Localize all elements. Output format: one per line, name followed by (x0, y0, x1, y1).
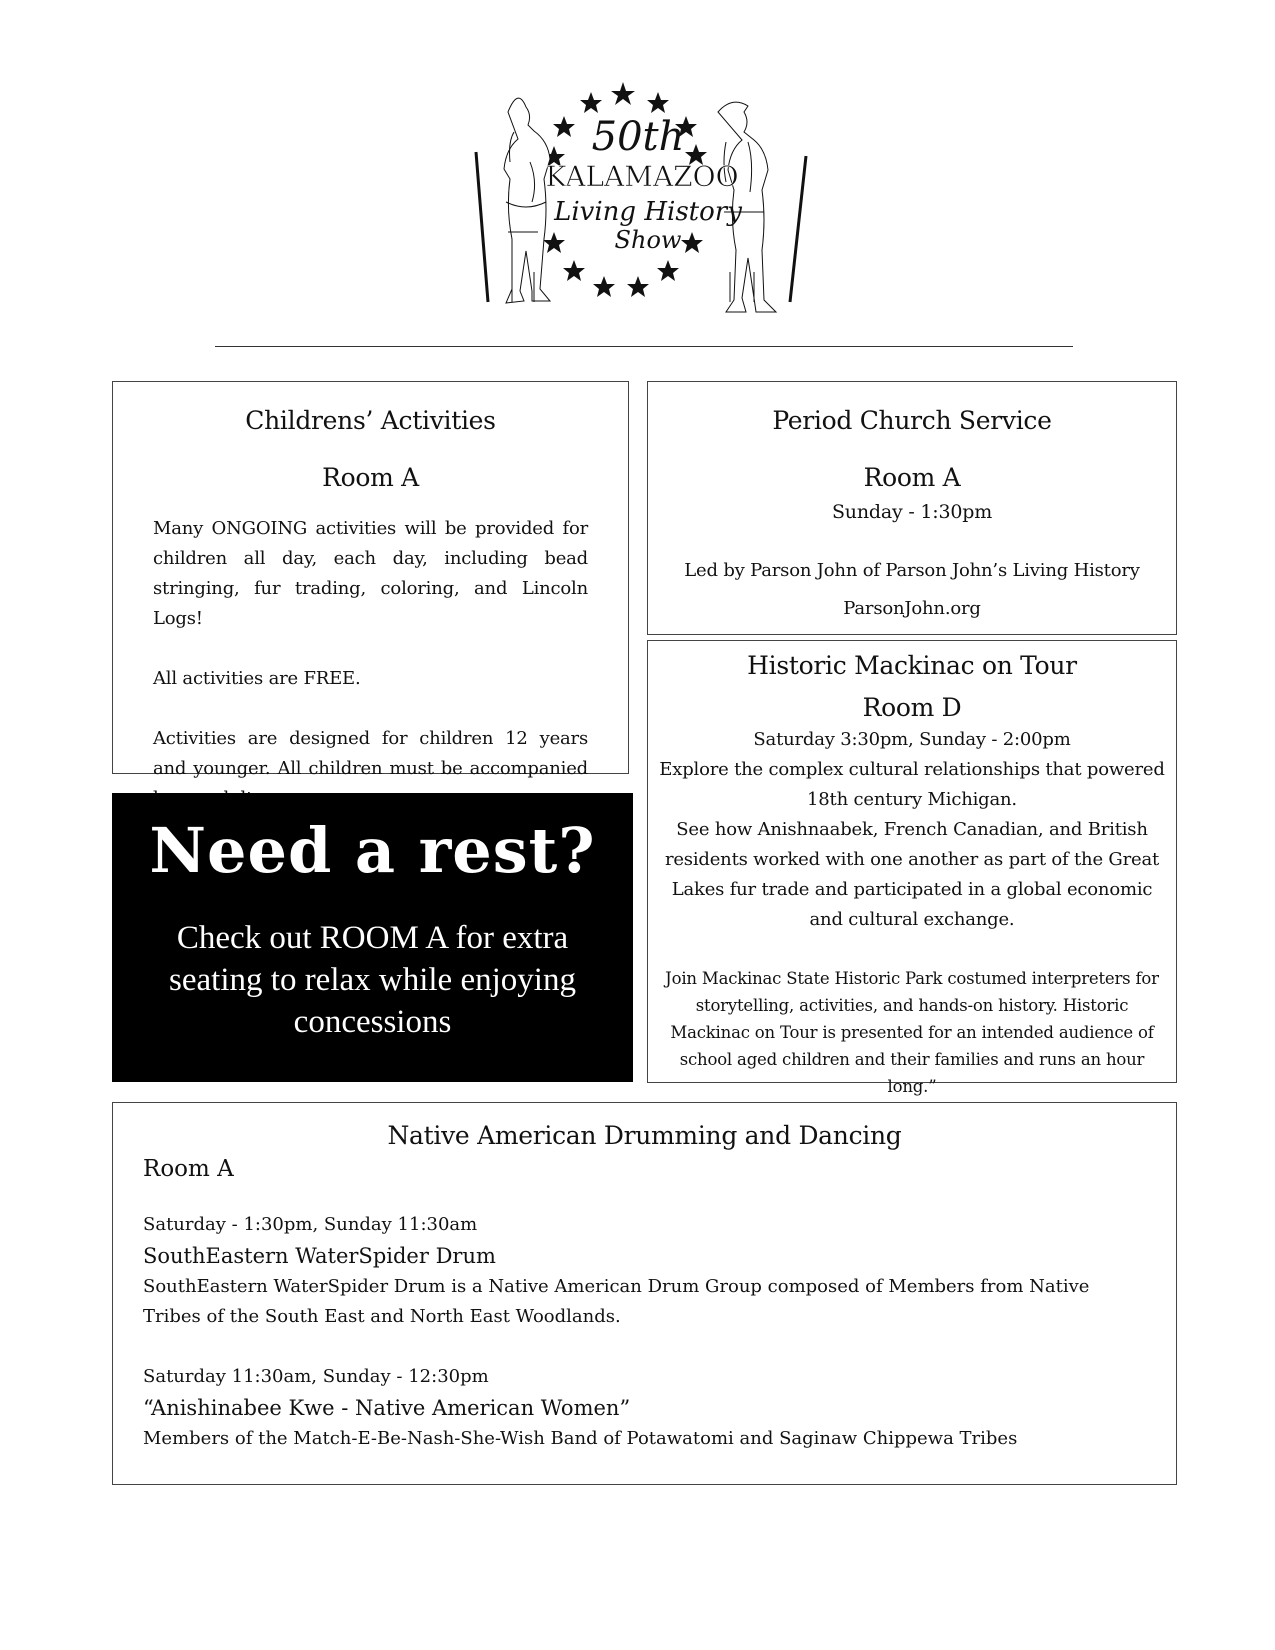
act-name: “Anishinabee Kwe - Native American Women” (143, 1396, 631, 1420)
mackinac-title: Historic Mackinac on Tour (747, 651, 1077, 680)
drumming-room: Room A (143, 1156, 234, 1182)
mackinac-description: Explore the complex cultural relationships that powered (659, 759, 1165, 780)
childrens-paragraph: Many ONGOING activities will be provided for children all day, each day, including bead stringing, fur trading, coloring, and Lincoln Logs! (153, 518, 588, 629)
rest-callout (112, 793, 633, 1082)
childrens-activities-panel (112, 381, 629, 779)
act-description: Members of the Match-E-Be-Nash-She-Wish Band of Potawatomi and Saginaw Chippewa Tribes (143, 1428, 1018, 1449)
header-divider (215, 346, 1073, 347)
left-figure-illustration (476, 98, 550, 303)
church-service-panel (647, 381, 1177, 635)
rest-headline: Need a rest? (149, 814, 596, 887)
drumming-title: Native American Drumming and Dancing (387, 1121, 902, 1150)
mackinac-room: Room D (862, 693, 962, 722)
logo-subtitle-line2: Show (614, 226, 682, 254)
church-url: ParsonJohn.org (843, 598, 981, 619)
childrens-paragraph: Activities are designed for children 12 years and younger. All children must be accompanied (153, 728, 588, 779)
childrens-title: Childrens’ Activities (245, 406, 496, 435)
act-times: Saturday 11:30am, Sunday - 12:30pm (143, 1366, 489, 1387)
church-led-by: Led by Parson John of Parson John’s Living History (684, 560, 1140, 581)
mackinac-panel (647, 640, 1177, 1096)
rest-text: Check out ROOM A for extra seating to relax while enjoying concessions (169, 920, 576, 1040)
event-logo (468, 72, 816, 318)
mackinac-times: Saturday 3:30pm, Sunday - 2:00pm (753, 729, 1071, 750)
mackinac-description: 18th century Michigan. (807, 789, 1017, 810)
logo-subtitle-line1: Living History (554, 197, 742, 227)
act-description: SouthEastern WaterSpider Drum is a Native American Drum Group composed of Members from Native Tribes of the South East and North East Woodlands. (143, 1276, 1090, 1327)
church-time: Sunday - 1:30pm (831, 501, 993, 523)
childrens-room: Room A (322, 463, 419, 492)
act-times: Saturday - 1:30pm, Sunday 11:30am (143, 1214, 478, 1235)
act-name: SouthEastern WaterSpider Drum (143, 1244, 496, 1268)
mackinac-note: Join Mackinac State Historic Park costumed interpreters for storytelling, activities, and hands-on history. Historic Mackinac on Tour is presented for an intended audience of school aged children and their families and runs an hour long.” (665, 969, 1159, 1096)
church-room: Room A (863, 463, 961, 492)
childrens-paragraph: All activities are FREE. (153, 668, 361, 689)
logo-name: KALAMAZOO (545, 160, 739, 193)
mackinac-description: See how Anishnaabek, French Canadian, and British residents worked with one another as part of the Great Lakes fur trade and participated in a global economic and cultural exchange. (664, 819, 1160, 930)
logo-number: 50th (591, 114, 685, 160)
drumming-panel (112, 1102, 1177, 1485)
church-title: Period Church Service (772, 406, 1052, 435)
